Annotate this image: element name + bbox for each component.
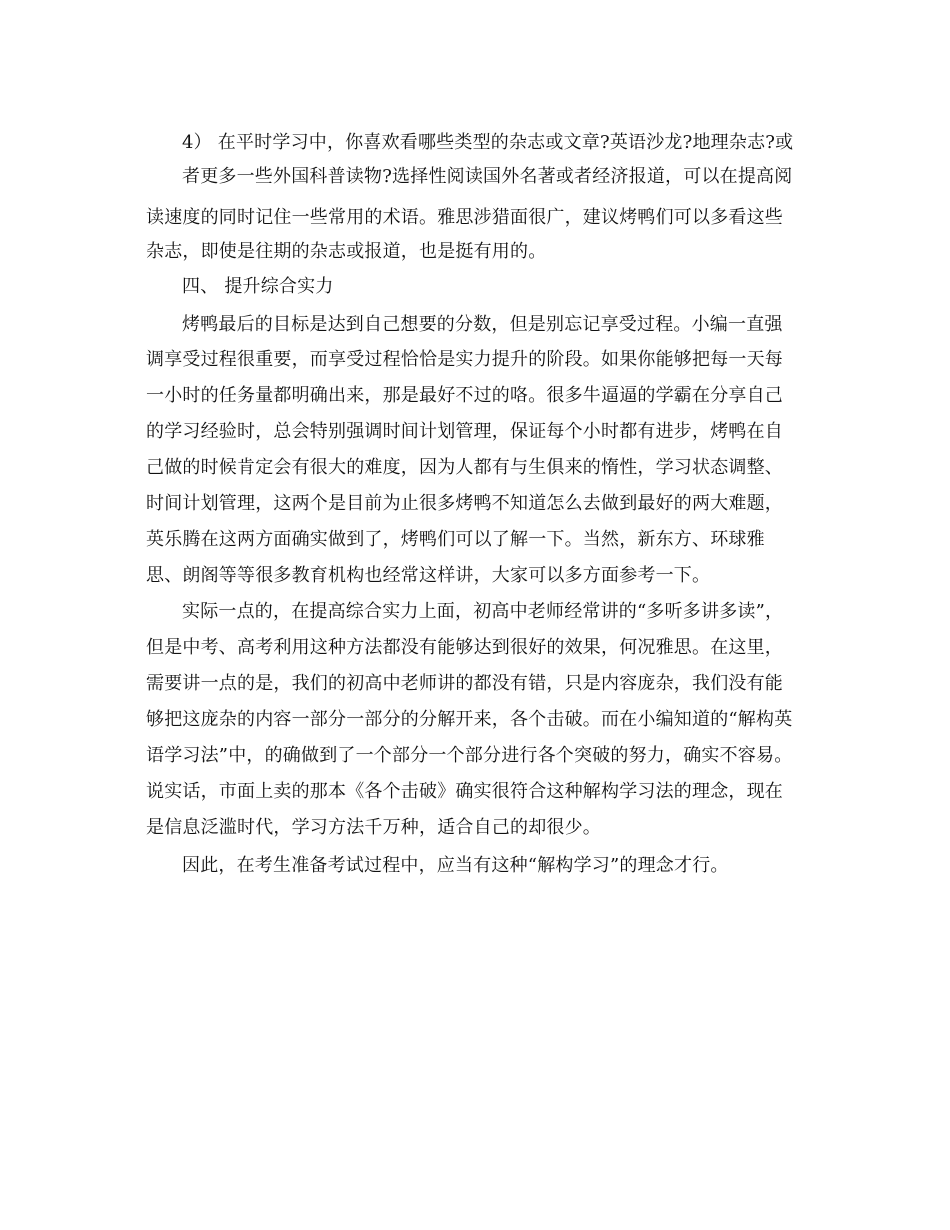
text-line-18: 语学习法”中，的确做到了一个部分一个部分进行各个突破的努力，确实不容易。 bbox=[146, 745, 793, 766]
text-line-13: 思、朗阁等等很多教育机构也经常这样讲，大家可以多方面参考一下。 bbox=[146, 565, 711, 586]
text-line-14: 实际一点的，在提高综合实力上面，初高中老师经常讲的“多听多讲多读”， bbox=[182, 601, 784, 622]
text-line-15: 但是中考、高考利用这种方法都没有能够达到很好的效果，何况雅思。在这里， bbox=[146, 637, 783, 658]
text-line-16: 需要讲一点的是，我们的初高中老师讲的都没有错，只是内容庞杂，我们没有能 bbox=[146, 673, 783, 694]
text-line-02: 者更多一些外国科普读物?选择性阅读国外名著或者经济报道，可以在提高阅 bbox=[182, 166, 793, 187]
text-line-07: 调享受过程很重要，而享受过程恰恰是实力提升的阶段。如果你能够把每一天每 bbox=[146, 349, 783, 370]
text-line-17: 够把这庞杂的内容一部分一部分的分解开来，各个击破。而在小编知道的“解构英 bbox=[146, 709, 793, 730]
section-heading: 四、 提升综合实力 bbox=[182, 276, 334, 297]
text-line-08: 一小时的任务量都明确出来，那是最好不过的咯。很多牛逼逼的学霸在分享自己 bbox=[146, 385, 783, 406]
text-line-03: 读速度的同时记住一些常用的术语。雅思涉猎面很广，建议烤鸭们可以多看这些 bbox=[146, 207, 783, 228]
text-line-01: 4） 在平时学习中，你喜欢看哪些类型的杂志或文章?英语沙龙?地理杂志?或 bbox=[182, 132, 794, 153]
text-line-04: 杂志，即使是往期的杂志或报道，也是挺有用的。 bbox=[146, 241, 547, 262]
text-line-21: 因此，在考生准备考试过程中，应当有这种“解构学习”的理念才行。 bbox=[182, 855, 729, 876]
text-line-10: 己做的时候肯定会有很大的难度，因为人都有与生俱来的惰性，学习状态调整、 bbox=[146, 457, 783, 478]
text-line-09: 的学习经验时，总会特别强调时间计划管理，保证每个小时都有进步，烤鸭在自 bbox=[146, 421, 783, 442]
text-line-19: 说实话，市面上卖的那本《各个击破》确实很符合这种解构学习法的理念，现在 bbox=[146, 781, 783, 802]
text-line-12: 英乐腾在这两方面确实做到了，烤鸭们可以了解一下。当然，新东方、环球雅 bbox=[146, 529, 765, 550]
text-line-06: 烤鸭最后的目标是达到自己想要的分数，但是别忘记享受过程。小编一直强 bbox=[182, 314, 783, 335]
text-line-11: 时间计划管理，这两个是目前为止很多烤鸭不知道怎么去做到最好的两大难题， bbox=[146, 493, 783, 514]
text-line-20: 是信息泛滥时代，学习方法千万种，适合自己的却很少。 bbox=[146, 817, 601, 838]
